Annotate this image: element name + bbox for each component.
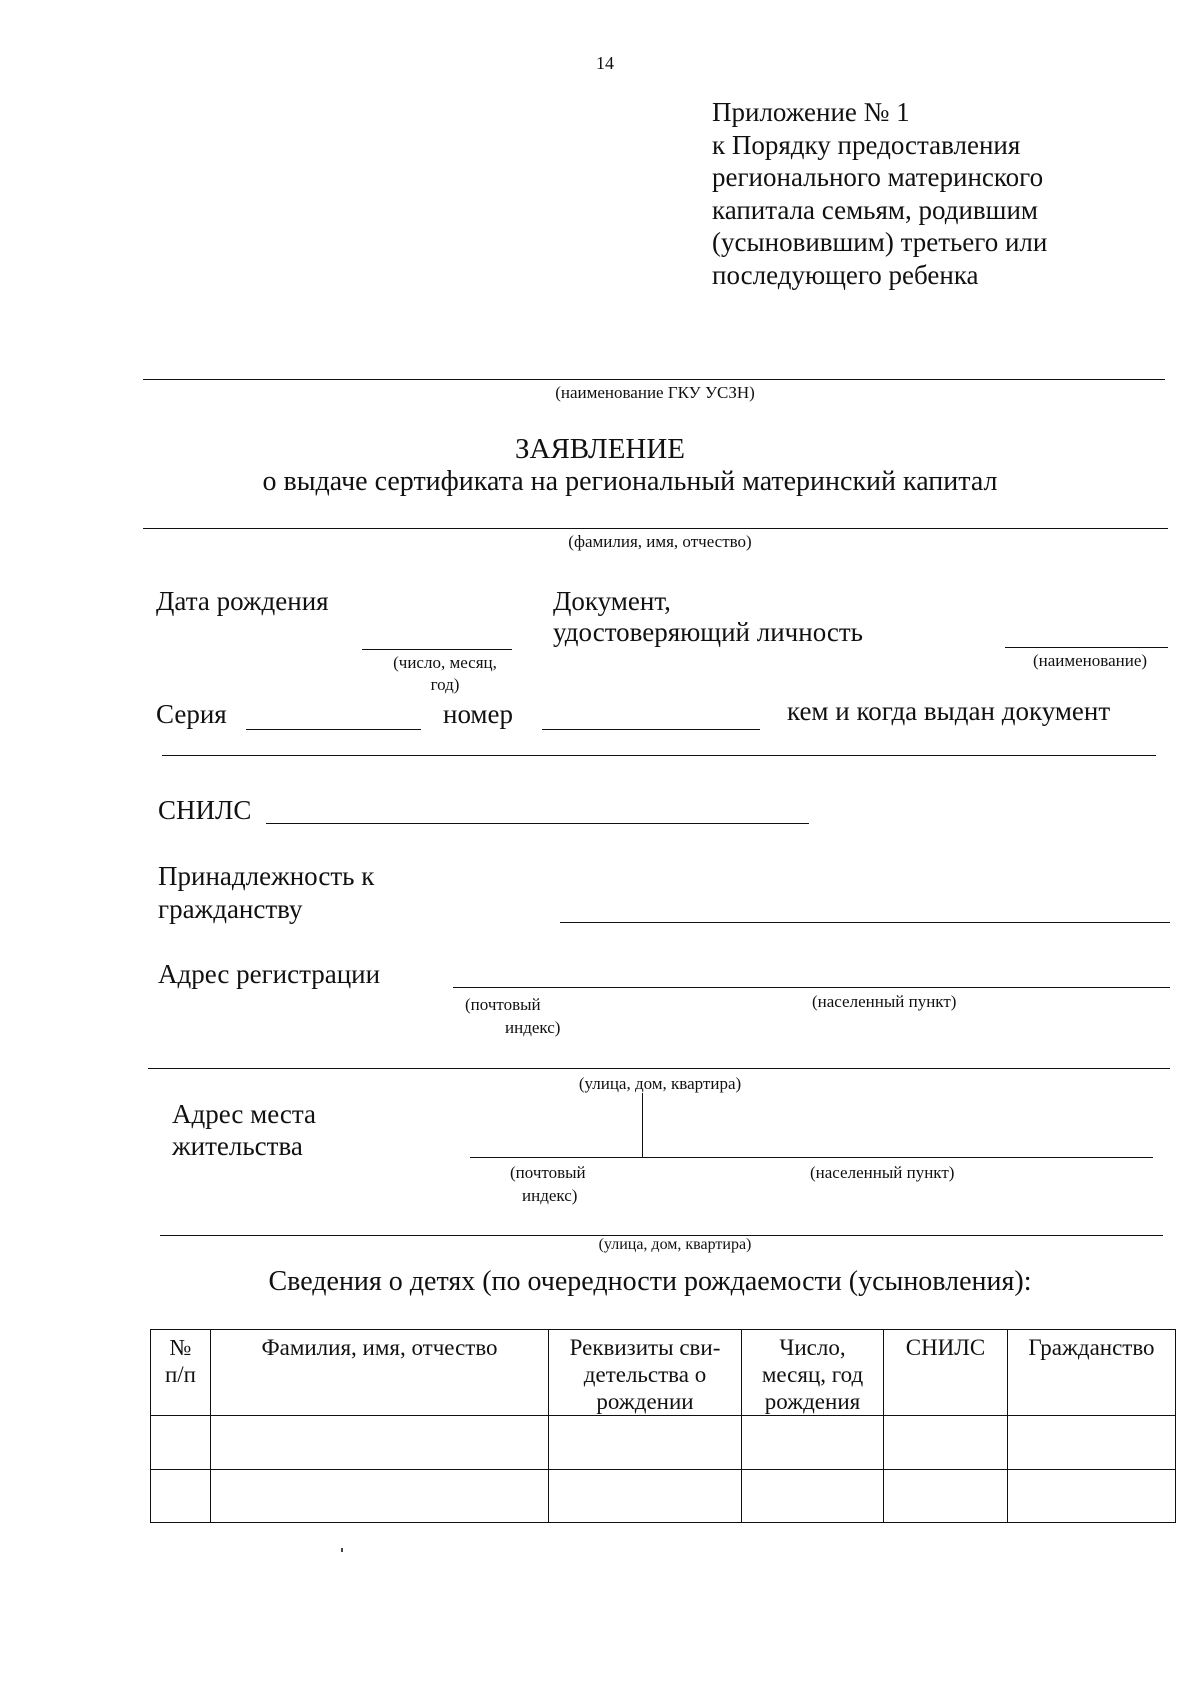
reg-street-field[interactable]: [148, 1068, 1170, 1069]
res-index-hint-line2: индекс): [522, 1186, 578, 1205]
appendix-line: Приложение № 1: [712, 97, 910, 127]
table-cell[interactable]: [884, 1416, 1008, 1470]
applicant-fio-line[interactable]: [143, 528, 1168, 529]
table-cell[interactable]: [211, 1416, 549, 1470]
series-label: Серия: [156, 699, 227, 729]
citizenship-label-line2: гражданству: [158, 894, 303, 924]
res-address-label-line2: жительства: [172, 1131, 303, 1161]
table-row: [151, 1469, 1176, 1523]
appendix-line: к Порядку предоставления: [712, 129, 1021, 160]
citizenship-label-line1: Принадлежность к: [158, 861, 375, 891]
issued-by-field[interactable]: [162, 755, 1156, 756]
form-subtitle: о выдаче сертификата на региональный материнский капитал: [262, 466, 998, 497]
col-header-fio: Фамилия, имя, отчество: [211, 1330, 549, 1416]
col-header-citizenship: Гражданство: [1008, 1330, 1176, 1416]
page-number: 14: [596, 53, 614, 73]
citizenship-field[interactable]: [560, 922, 1170, 923]
appendix-line: капитала семьям, родившим: [712, 194, 1038, 225]
reg-street-hint: (улица, дом, квартира): [578, 1074, 742, 1093]
res-index-hint-line1: (почтовый: [510, 1163, 586, 1182]
table-cell[interactable]: [742, 1469, 884, 1523]
date-hint-line2: год): [430, 675, 460, 694]
fio-hint: (фамилия, имя, отчество): [568, 532, 752, 551]
table-cell[interactable]: [151, 1416, 211, 1470]
number-label: номер: [443, 699, 514, 729]
col-header-birth-date: Число, месяц, год рождения: [742, 1330, 884, 1416]
document-label-line1: Документ,: [553, 586, 671, 616]
number-field[interactable]: [542, 729, 760, 730]
birth-date-label: Дата рождения: [156, 586, 329, 616]
appendix-note: [712, 96, 1047, 291]
res-street-hint: (улица, дом, квартира): [598, 1236, 752, 1253]
appendix-line: регионального материнского: [712, 162, 1044, 192]
table-cell[interactable]: [549, 1416, 742, 1470]
form-title: ЗАЯВЛЕНИЕ: [514, 433, 686, 465]
table-cell[interactable]: [742, 1416, 884, 1470]
agency-name-hint: (наименование ГКУ УСЗН): [555, 383, 755, 402]
col-header-snils: СНИЛС: [884, 1330, 1008, 1416]
issued-by-label: кем и когда выдан документ: [787, 696, 1111, 726]
res-address-field[interactable]: [470, 1157, 1153, 1158]
col-header-number: № п/п: [151, 1330, 211, 1416]
address-divider: [642, 1093, 643, 1158]
children-table: [150, 1329, 1176, 1523]
table-cell[interactable]: [549, 1469, 742, 1523]
table-cell[interactable]: [1008, 1416, 1176, 1470]
reg-address-field[interactable]: [453, 987, 1170, 988]
reg-address-label: Адрес регистрации: [158, 959, 381, 989]
scan-speck: [341, 1548, 343, 1552]
appendix-line: последующего ребенка: [712, 259, 979, 290]
date-hint-line1: (число, месяц,: [393, 653, 497, 672]
table-header-row: [151, 1330, 1176, 1416]
table-cell[interactable]: [1008, 1469, 1176, 1523]
snils-field[interactable]: [266, 823, 809, 824]
snils-label: СНИЛС: [158, 795, 252, 825]
col-header-certificate: Реквизиты сви- детельства о рождении: [549, 1330, 742, 1416]
document-name-field[interactable]: [1005, 647, 1168, 648]
table-row: [151, 1416, 1176, 1470]
reg-locality-hint: (населенный пункт): [812, 992, 957, 1011]
reg-index-hint-line1: (почтовый: [465, 995, 541, 1014]
appendix-line: (усыновившим) третьего или: [712, 227, 1048, 257]
birth-date-field[interactable]: [362, 649, 512, 650]
children-heading: Сведения о детях (по очередности рождаемости (усыновления):: [268, 1266, 1032, 1297]
document-label-line2: удостоверяющий личность: [553, 617, 863, 647]
document-name-hint: (наименование): [1032, 651, 1148, 670]
reg-index-hint-line2: индекс): [505, 1018, 561, 1037]
table-cell[interactable]: [211, 1469, 549, 1523]
res-locality-hint: (населенный пункт): [810, 1163, 955, 1182]
table-cell[interactable]: [151, 1469, 211, 1523]
res-address-label-line1: Адрес места: [172, 1099, 316, 1129]
table-cell[interactable]: [884, 1469, 1008, 1523]
agency-name-line[interactable]: [143, 379, 1165, 380]
series-field[interactable]: [246, 729, 421, 730]
